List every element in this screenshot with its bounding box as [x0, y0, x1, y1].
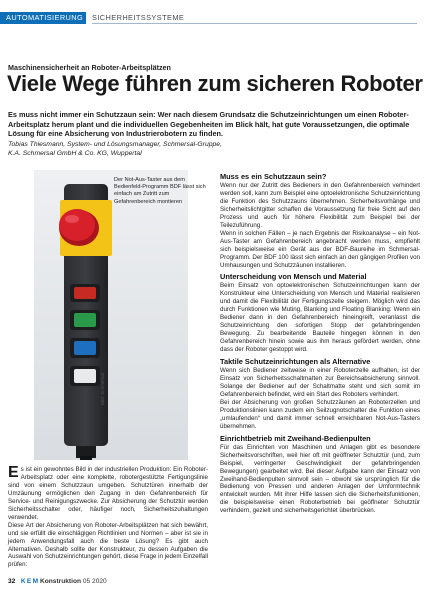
paragraph-text: s ist ein gewohntes Bild in der industriellen Produktion: Ein Roboter-Arbeitsplatz oder eine komplette, robotergestützte Fertigungslinie sind von einem Schutzzaun umgeben. Schutztüren innerhalb der Umzäunung ermöglichen den Zugang in den Gefahrenbereich für Service- und Reinigungszwecke. Zur Absicherung der Schutztür werden Sicherheitsschalter oder, häufiger noch, Sicherheitszuhaltungen verwendet. [8, 466, 208, 521]
paragraph: Beim Einsatz von optoelektronischen Schutzeinrichtungen kann der Konstrukteur eine Unterscheidung von Mensch und Material realisieren und damit die Flexibilität der Fertigungszelle steigern. Möglich wird das durch Funktionen wie Muting, Blanking und Floating Blanking: Wenn ein Bediener dann in den Gefahrenbereich hineingreift, veranlasst die Schutzeinrichtung den sofortigen Stopp der gefahrbringenden Bewegung. Zu bearbeitende Bauteile hingegen können in den Gefahrenbereich hinein sowie aus ihm heraus gefördert werden, ohne dass der Roboter gestoppt wird. [220, 282, 420, 354]
section-heading: Taktile Schutzeinrichtungen als Alternative [220, 357, 371, 367]
paragraph: Wenn nur der Zutritt des Bedieners in den Gefahrenbereich verhindert werden soll, kann zum Beispiel eine optoelektronische Schutzeinrichtung die Funktion des Schutzzauns übernehmen. Sicherheitsvorhänge und Sicherheitslichtgitter schaffen die Voraussetzung für freie Sicht auf den Prozess und auch für höhere Flexibilität zum Beispiel bei der Teilezuführung. [220, 182, 420, 229]
estop-device-illustration [34, 170, 188, 460]
product-photo [34, 170, 188, 460]
page-footer [8, 578, 107, 585]
issue-label: 05 2020 [82, 578, 107, 585]
page-number: 32 [8, 578, 16, 585]
image-caption: Der Not-Aus-Taster aus dem Bedienfeld-Programm BDF lässt sich einfach am Zutritt zum Gefahrenbereich montieren [114, 177, 206, 205]
paragraph: Wenn in solchen Fällen – je nach Ergebnis der Risikoanalyse – ein Not-Aus-Taster am Gefahrenbereich angebracht werden muss, empfiehlt sich beispielsweise ein Gerät aus der BDF-Baureihe im Schmersal-Programm. Der BDF 100 lässt sich einfach an den gängigen Profilen von Umhausungen und Schutzzäunen installieren. [220, 229, 420, 269]
paragraph: Wenn sich Bediener zeitweise in einer Roboterzelle aufhalten, ist der Einsatz von Sicherheitsschaltmatten zur Bereichsabsicherung sinnvoll. Solange der Bediener auf der Schaltmatte steht und sich somit im Gefahrenbereich befindet, wird ein Start des Roboters verhindert. [220, 367, 420, 398]
emergency-stop-button [59, 209, 95, 241]
white-pushbutton [74, 369, 96, 383]
red-pushbutton [74, 287, 96, 299]
paragraph [8, 466, 208, 522]
green-pushbutton [74, 313, 96, 327]
paragraph: Diese Art der Absicherung von Roboter-Arbeitsplätzen hat sich bewährt, und sie erfüllt die einschlägigen Richtlinien und Normen – aber ist sie in jedem Anwendungsfall auch die beste Lösung? Es gibt auch Alternativen. Deshalb sollte der Konstrukteur, zu dessen Aufgaben die Auswahl von Schutzeinrichtungen gehört, diese Frage in jedem Einzelfall prüfen: [8, 521, 208, 569]
paragraph: Für das Einrichten von Maschinen und Anlagen gibt es besondere Sicherheitsvorschriften, weil hier oft mit geöffneter Schutztür (und, zum Beispiel, verringerter Geschwindigkeit der gefahrbringenden Bewegungen) gearbeitet wird. Bei dieser Aufgabe kann der Einsatz von Zweihand-Bedienpulten sinnvoll sein – obwohl sie ursprünglich für die Bedienung von Pressen und anderen Anlagen der Umformtechnik entwickelt wurden. Mit ihrer Hilfe lassen sich die Sicherheitsfunktionen, die beispielsweise einen Roboterbetrieb bei geöffneter Schutztür verhindern, gezielt und sicherheitsgerichtet überbrücken. [220, 443, 420, 515]
image-credit: Bild: Schmersal [100, 373, 105, 405]
article-title: Viele Wege führen zum sicheren Roboter [7, 71, 423, 96]
authors-line-2: K.A. Schmersal GmbH & Co. KG, Wuppertal [8, 149, 142, 157]
magazine-brand: K E M [20, 578, 39, 585]
subcategory-label: SICHERHEITSSYSTEME [92, 13, 185, 22]
article-authors [8, 141, 308, 158]
article-lead: Es muss nicht immer ein Schutzzaun sein: Wer nach diesem Grundsatz die Schutzeinrichtungen um einen Roboter-Arbeitsplatz herum plant und die individuellen Gegebenheiten im Blick hält, hat gute Voraussetzungen, die optimale Lösung für eine Absicherung von Industrierobotern zu finden. [8, 110, 410, 139]
authors-line-1: Tobias Thiesmann, System- und Lösungsmanager, Schmersal-Gruppe, [8, 141, 222, 148]
blue-pushbutton [74, 341, 96, 355]
left-column [8, 466, 208, 569]
article-kicker: Maschinensicherheit an Roboter-Arbeitsplätzen [8, 63, 171, 72]
section-heading: Einrichtbetrieb mit Zweihand-Bedienpulten [220, 433, 371, 443]
drop-cap: E [8, 464, 19, 481]
category-label: AUTOMATISIERUNG [0, 12, 86, 24]
header-rule [92, 23, 417, 24]
paragraph: Bei der Absicherung von großen Schutzzäunen an Roboterzellen und Produktionslinien kann zudem ein Seilzugnotschalter die Funktion eines „umlaufenden“ und damit immer schnell erreichbaren Not-Aus-Tasters übernehmen. [220, 398, 420, 430]
magazine-name: Konstruktion [39, 578, 82, 585]
section-heading: Unterscheidung von Mensch und Material [220, 272, 367, 282]
section-heading: Muss es ein Schutzzaun sein? [220, 172, 327, 181]
right-column [220, 172, 420, 515]
